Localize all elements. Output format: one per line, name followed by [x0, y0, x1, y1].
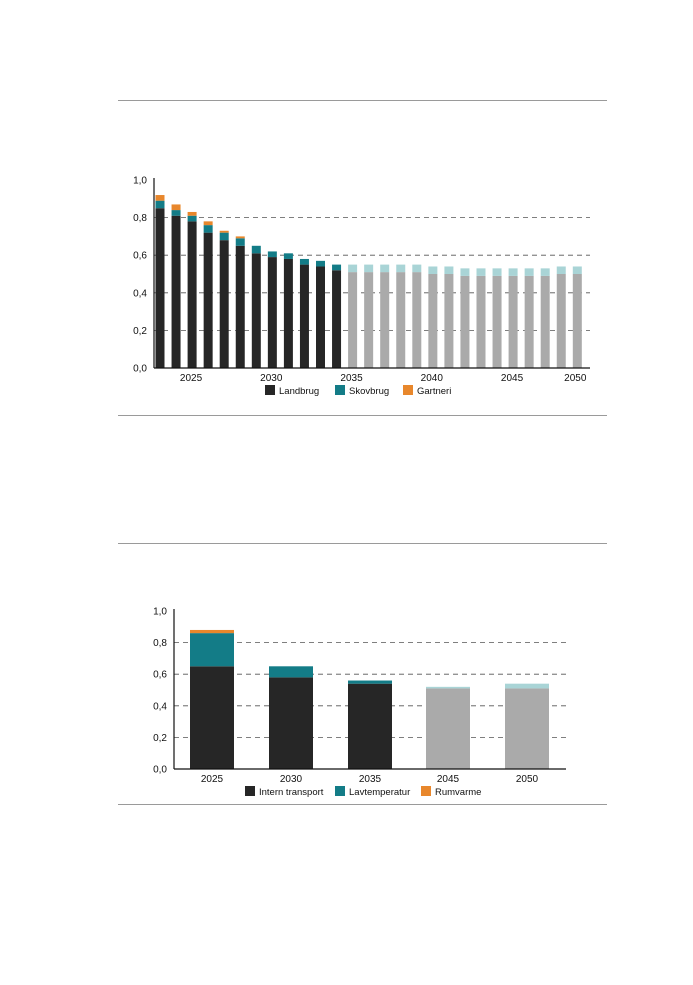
c1-bar-2036-0 — [348, 272, 357, 368]
c1-bar-2027-1 — [204, 225, 213, 233]
c2-bar-2050-1 — [505, 684, 549, 689]
c1-legend-swatch-0 — [265, 385, 275, 395]
c2-bar-2025-2 — [190, 630, 234, 633]
c1-bar-2048-1 — [541, 268, 550, 276]
c1-bar-2026-0 — [188, 221, 197, 368]
c2-y-tick-2: 0,4 — [153, 701, 167, 713]
c1-bar-2031-0 — [268, 257, 277, 368]
c2-x-tick-3: 2045 — [436, 774, 460, 785]
c1-bar-2037-1 — [364, 265, 373, 273]
c1-bar-2042-1 — [444, 266, 453, 274]
c1-bar-2050-0 — [573, 274, 582, 368]
c1-legend-label-0: Landbrug — [279, 386, 320, 397]
c1-y-tick-3: 0,6 — [133, 250, 147, 262]
c1-bar-2024-2 — [156, 195, 165, 201]
c1-bar-2035-0 — [332, 270, 341, 368]
c2-bar-2045-1 — [426, 687, 470, 689]
c1-legend-label-2: Gartneri — [417, 386, 452, 397]
c2-x-tick-4: 2050 — [515, 774, 539, 785]
c1-bar-2026-2 — [188, 212, 197, 216]
c1-bar-2025-1 — [172, 210, 181, 216]
c2-bar-2035-0 — [348, 684, 392, 769]
c2-legend-label-0: Intern transport — [259, 787, 324, 798]
c1-bar-2039-0 — [396, 272, 405, 368]
c1-bar-2032-1 — [284, 253, 293, 259]
c1-bar-2042-0 — [444, 274, 453, 368]
c2-y-tick-1: 0,2 — [153, 732, 167, 744]
c2-x-tick-2: 2035 — [358, 774, 382, 785]
c1-y-tick-4: 0,8 — [133, 213, 147, 225]
c2-bar-2035-1 — [348, 681, 392, 684]
c1-bar-2029-1 — [236, 238, 245, 246]
c2-legend-swatch-0 — [245, 786, 255, 796]
c1-bar-2028-0 — [220, 240, 229, 368]
c1-x-tick-4: 2045 — [500, 373, 524, 384]
c1-bar-2045-0 — [493, 276, 502, 368]
c2-bar-2025-0 — [190, 666, 234, 769]
c1-bar-2028-1 — [220, 233, 229, 241]
c2-y-tick-5: 1,0 — [153, 606, 167, 618]
c1-bar-2038-0 — [380, 272, 389, 368]
c1-x-tick-0: 2025 — [179, 373, 203, 384]
c1-x-tick-5: 2050 — [564, 373, 587, 384]
c1-bar-2037-0 — [364, 272, 373, 368]
c1-x-tick-3: 2040 — [420, 373, 443, 384]
c1-bar-2034-1 — [316, 261, 325, 267]
c1-bar-2024-0 — [156, 208, 165, 368]
c2-legend-swatch-1 — [335, 786, 345, 796]
c1-bar-2045-1 — [493, 268, 502, 276]
c1-bar-2024-1 — [156, 201, 165, 209]
c1-bar-2040-1 — [412, 265, 421, 273]
c2-bar-2030-1 — [269, 666, 313, 677]
c2-legend-label-2: Rumvarme — [435, 787, 482, 798]
c1-bar-2036-1 — [348, 265, 357, 273]
c1-y-tick-0: 0,0 — [133, 363, 147, 375]
c1-bar-2025-0 — [172, 216, 181, 368]
c1-x-tick-2: 2035 — [340, 373, 363, 384]
c1-bar-2028-2 — [220, 231, 229, 233]
c1-bar-2044-0 — [477, 276, 486, 368]
c1-bar-2040-0 — [412, 272, 421, 368]
c1-legend-swatch-2 — [403, 385, 413, 395]
c1-bar-2046-0 — [509, 276, 518, 368]
c2-bar-2045-0 — [426, 688, 470, 769]
c2-bar-2025-1 — [190, 633, 234, 666]
c1-bar-2038-1 — [380, 265, 389, 273]
c1-bar-2049-1 — [557, 266, 566, 274]
c1-bar-2041-0 — [428, 274, 437, 368]
c1-bar-2030-0 — [252, 253, 261, 368]
c1-bar-2041-1 — [428, 266, 437, 274]
c1-legend-label-1: Skovbrug — [349, 386, 390, 397]
c1-bar-2032-0 — [284, 259, 293, 368]
c2-y-tick-0: 0,0 — [153, 764, 167, 776]
c1-bar-2043-0 — [460, 276, 469, 368]
c2-x-tick-1: 2030 — [279, 774, 303, 785]
c2-bar-2050-0 — [505, 688, 549, 769]
c1-y-tick-1: 0,2 — [133, 325, 147, 337]
c1-bar-2029-2 — [236, 236, 245, 238]
c1-bar-2025-2 — [172, 204, 181, 210]
c1-bar-2034-0 — [316, 266, 325, 368]
c2-y-tick-4: 0,8 — [153, 638, 167, 650]
c1-bar-2027-2 — [204, 221, 213, 225]
c2-x-tick-0: 2025 — [200, 774, 224, 785]
c1-bar-2035-1 — [332, 265, 341, 271]
c2-y-tick-3: 0,6 — [153, 669, 167, 681]
c1-bar-2048-0 — [541, 276, 550, 368]
c1-bar-2031-1 — [268, 251, 277, 257]
c1-bar-2047-0 — [525, 276, 534, 368]
c1-bar-2050-1 — [573, 266, 582, 274]
c1-bar-2026-1 — [188, 216, 197, 222]
c1-x-tick-1: 2030 — [260, 373, 283, 384]
c1-bar-2044-1 — [477, 268, 486, 276]
c1-bar-2027-0 — [204, 233, 213, 368]
c1-bar-2029-0 — [236, 246, 245, 368]
c1-bar-2033-1 — [300, 259, 309, 265]
c1-legend-swatch-1 — [335, 385, 345, 395]
c1-bar-2039-1 — [396, 265, 405, 273]
c2-legend-swatch-2 — [421, 786, 431, 796]
c2-bar-2030-0 — [269, 677, 313, 769]
c1-bar-2049-0 — [557, 274, 566, 368]
c1-bar-2043-1 — [460, 268, 469, 276]
c1-bar-2033-0 — [300, 265, 309, 368]
c1-y-tick-2: 0,4 — [133, 288, 147, 300]
c1-bar-2030-1 — [252, 246, 261, 254]
c1-bar-2046-1 — [509, 268, 518, 276]
c1-y-tick-5: 1,0 — [133, 175, 147, 187]
c1-bar-2047-1 — [525, 268, 534, 276]
c2-legend-label-1: Lavtemperatur — [349, 787, 411, 798]
